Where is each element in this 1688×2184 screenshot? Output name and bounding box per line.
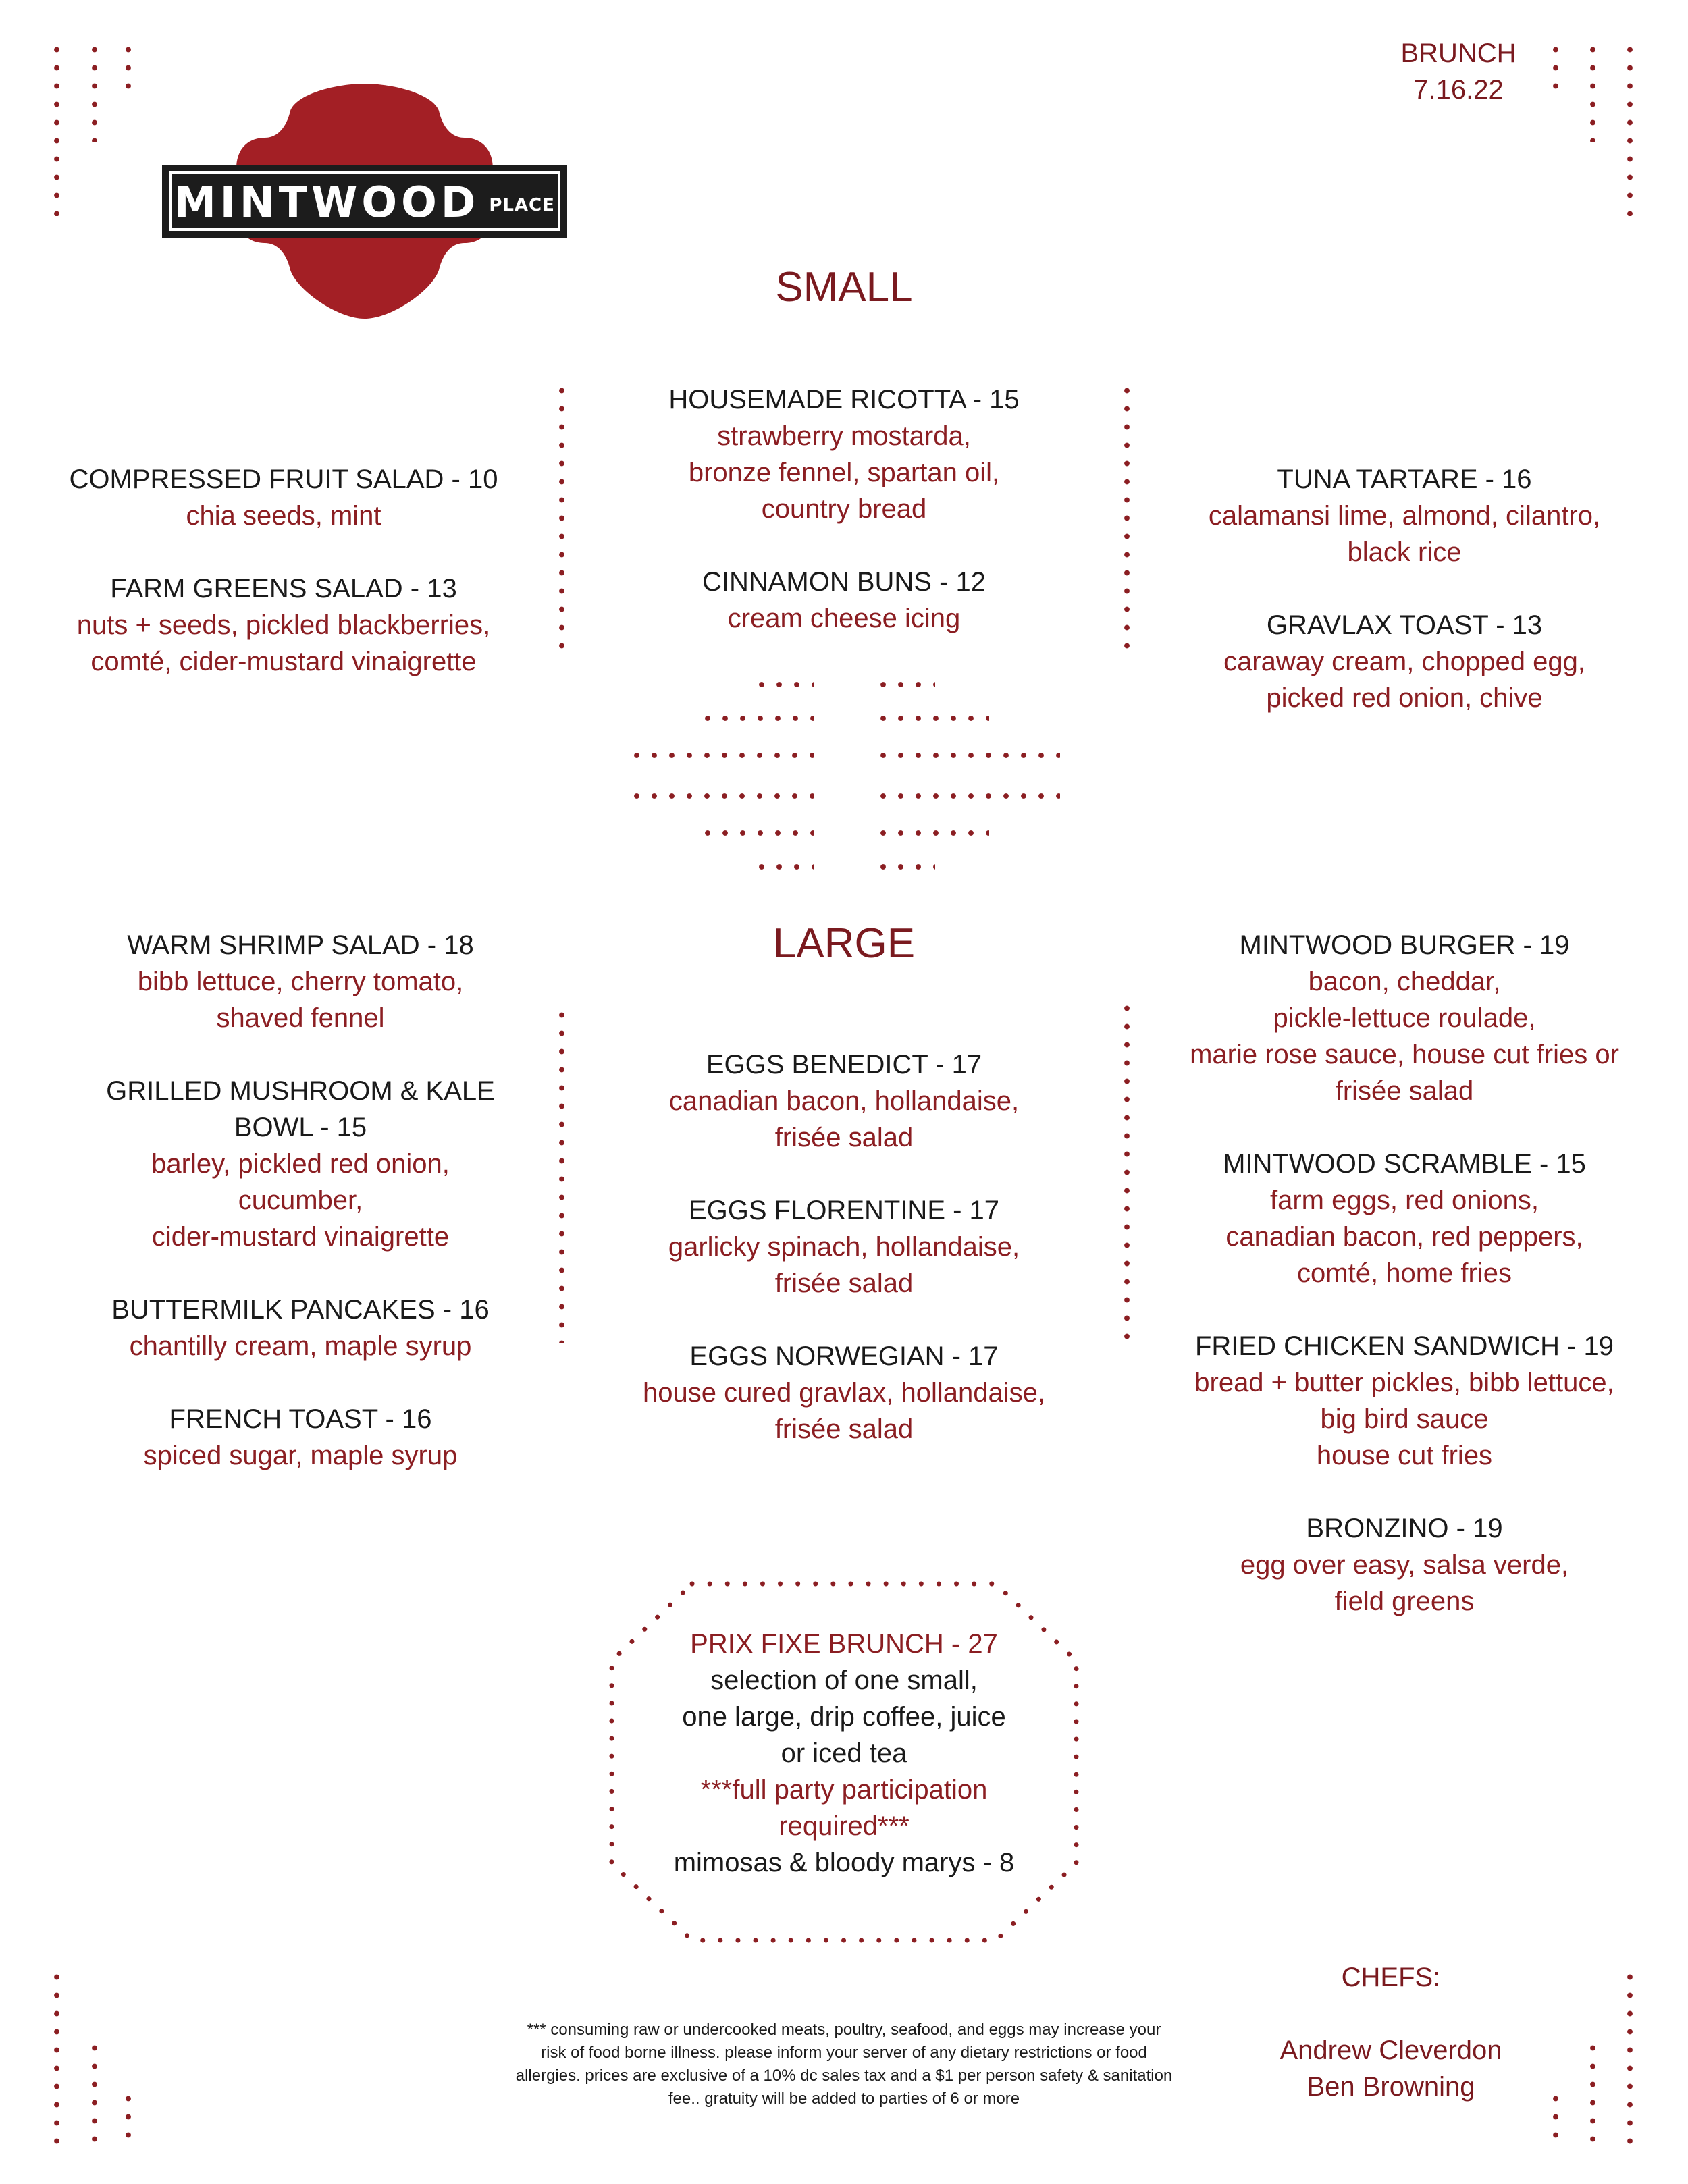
corner-dots-bl-3 <box>126 2089 131 2150</box>
logo <box>162 80 567 323</box>
item-desc: picked red onion, chive <box>1266 683 1543 713</box>
menu-item <box>587 1046 1101 1156</box>
meal-label: BRUNCH <box>1400 38 1516 68</box>
item-desc: nuts + seeds, pickled blackberries, <box>76 610 491 640</box>
item-name: BUTTERMILK PANCAKES - 16 <box>111 1295 490 1325</box>
small-divider-left <box>559 381 564 651</box>
item-desc: canadian bacon, hollandaise, <box>668 1086 1020 1116</box>
item-desc: chantilly cream, maple syrup <box>129 1331 472 1361</box>
item-desc: cider-mustard vinaigrette <box>151 1222 450 1252</box>
item-desc: bacon, cheddar, <box>1308 967 1501 996</box>
corner-dots-tr-1 <box>1553 41 1558 95</box>
item-desc: field greens <box>1334 1587 1475 1616</box>
item-desc: comté, home fries <box>1297 1258 1512 1288</box>
ornament-row <box>874 864 935 870</box>
item-desc: calamansi lime, almond, cilantro, <box>1208 501 1601 531</box>
menu-item <box>1161 607 1647 716</box>
small-section-title: SMALL <box>775 264 913 311</box>
item-desc: country bread <box>761 494 927 524</box>
item-name: HOUSEMADE RICOTTA - 15 <box>668 385 1020 415</box>
menu-item <box>41 1401 560 1474</box>
item-name: MINTWOOD SCRAMBLE - 15 <box>1223 1149 1586 1179</box>
menu-item <box>41 461 527 534</box>
small-right-column <box>1161 461 1647 716</box>
large-left-column <box>41 927 560 1474</box>
disclaimer-line: *** consuming raw or undercooked meats, poultry, seafood, and eggs may increase your <box>527 2021 1161 2039</box>
prix-fixe-line: or iced tea <box>781 1738 907 1768</box>
item-name: EGGS FLORENTINE - 17 <box>688 1196 1000 1225</box>
item-desc: egg over easy, salsa verde, <box>1240 1550 1569 1580</box>
item-name: FARM GREENS SALAD - 13 <box>110 574 457 604</box>
corner-dots-tl-3 <box>126 41 131 95</box>
menu-item <box>587 1338 1101 1447</box>
small-center-column <box>587 381 1101 637</box>
disclaimer-line: risk of food borne illness. please inform your server of any dietary restrictions or food <box>541 2044 1147 2062</box>
corner-dots-tl-1 <box>54 41 59 216</box>
ornament-row <box>874 716 989 721</box>
ornament-row <box>628 793 814 799</box>
item-desc: canadian bacon, red peppers, <box>1225 1222 1583 1252</box>
large-right-column <box>1155 927 1654 1620</box>
menu-item <box>1155 1510 1654 1620</box>
item-desc: big bird sauce <box>1320 1404 1489 1434</box>
chef-name: Andrew Cleverdon <box>1280 2035 1502 2065</box>
chefs-label: CHEFS: <box>1341 1963 1441 1992</box>
logo-sub-text: PLACE <box>489 195 555 215</box>
menu-item <box>1161 461 1647 570</box>
item-desc: frisée salad <box>1335 1076 1474 1106</box>
menu-date: 7.16.22 <box>1413 75 1504 105</box>
ornament-row <box>628 753 814 758</box>
corner-dots-bl-1 <box>54 1968 59 2150</box>
corner-dots-br-3 <box>1627 1968 1633 2150</box>
ornament-row <box>753 864 814 870</box>
prix-fixe-drinks: mimosas & bloody marys - 8 <box>673 1848 1015 1877</box>
item-desc: strawberry mostarda, <box>717 421 971 451</box>
item-name: GRAVLAX TOAST - 13 <box>1266 610 1543 640</box>
item-desc: bibb lettuce, cherry tomato, <box>137 967 464 996</box>
corner-dots-tr-3 <box>1627 41 1633 216</box>
item-desc: garlicky spinach, hollandaise, <box>668 1232 1020 1262</box>
ornament-row <box>874 793 1060 799</box>
ornament-row <box>874 682 935 687</box>
menu-item <box>587 564 1101 637</box>
item-desc: caraway cream, chopped egg, <box>1223 647 1585 676</box>
menu-item <box>1155 927 1654 1109</box>
item-desc: cucumber, <box>238 1186 363 1215</box>
menu-item <box>587 1192 1101 1302</box>
item-desc: shaved fennel <box>216 1003 385 1033</box>
item-name: FRIED CHICKEN SANDWICH - 19 <box>1194 1331 1614 1361</box>
ornament-row <box>874 830 989 836</box>
menu-item <box>1155 1146 1654 1291</box>
large-center-column <box>587 1046 1101 1447</box>
item-desc: marie rose sauce, house cut fries or <box>1190 1040 1619 1069</box>
menu-item <box>41 1073 560 1255</box>
large-section-title: LARGE <box>772 920 916 967</box>
prix-fixe-note: required*** <box>779 1811 909 1841</box>
item-name: TUNA TARTARE - 16 <box>1277 464 1532 494</box>
item-desc: frisée salad <box>774 1414 914 1444</box>
chefs-list <box>1256 2032 1526 2105</box>
menu-item <box>41 570 527 680</box>
item-desc: bread + butter pickles, bibb lettuce, <box>1194 1368 1614 1397</box>
prix-fixe-line: one large, drip coffee, juice <box>682 1702 1006 1732</box>
item-desc: house cured gravlax, hollandaise, <box>643 1378 1045 1408</box>
disclaimer-line: allergies. prices are exclusive of a 10% dc sales tax and a $1 per person safety & sanitation <box>515 2067 1173 2085</box>
corner-dots-br-1 <box>1553 2089 1558 2150</box>
item-desc: chia seeds, mint <box>186 501 381 531</box>
item-desc: bronze fennel, spartan oil, <box>688 458 1000 487</box>
corner-dots-tl-2 <box>92 41 97 142</box>
disclaimer <box>459 2019 1229 2110</box>
item-desc: frisée salad <box>774 1123 914 1152</box>
item-name: COMPRESSED FRUIT SALAD - 10 <box>69 464 498 494</box>
prix-fixe-box <box>608 1626 1080 1881</box>
item-name: BRONZINO - 19 <box>1306 1514 1503 1543</box>
item-name: GRILLED MUSHROOM & KALE <box>106 1076 495 1106</box>
item-desc: frisée salad <box>774 1269 914 1298</box>
item-desc: house cut fries <box>1316 1441 1493 1470</box>
prix-fixe-line: selection of one small, <box>710 1666 978 1695</box>
item-desc: comté, cider-mustard vinaigrette <box>90 647 477 676</box>
menu-item <box>41 1291 560 1364</box>
ornament-row <box>753 682 814 687</box>
menu-header <box>1391 35 1526 108</box>
item-name: FRENCH TOAST - 16 <box>169 1404 432 1434</box>
small-divider-right <box>1124 381 1130 651</box>
item-desc: pickle-lettuce roulade, <box>1273 1003 1536 1033</box>
item-desc: cream cheese icing <box>727 604 961 633</box>
corner-dots-br-2 <box>1590 2039 1595 2150</box>
prix-fixe-note: ***full party participation <box>700 1775 988 1805</box>
item-desc: barley, pickled red onion, <box>151 1149 450 1179</box>
item-desc: black rice <box>1347 537 1462 567</box>
ornament-row <box>699 830 814 836</box>
item-desc: farm eggs, red onions, <box>1270 1186 1539 1215</box>
disclaimer-line: fee.. gratuity will be added to parties of 6 or more <box>668 2089 1020 2108</box>
item-name: EGGS BENEDICT - 17 <box>706 1050 982 1080</box>
prix-fixe-title: PRIX FIXE BRUNCH - 27 <box>690 1629 998 1659</box>
small-left-column <box>41 461 527 680</box>
item-name: EGGS NORWEGIAN - 17 <box>689 1341 999 1371</box>
item-name: MINTWOOD BURGER - 19 <box>1239 930 1570 960</box>
menu-item <box>1155 1328 1654 1474</box>
menu-item <box>41 927 560 1036</box>
item-name: WARM SHRIMP SALAD - 18 <box>127 930 474 960</box>
logo-brand-text: MINTWOOD <box>174 177 480 227</box>
item-name: BOWL - 15 <box>234 1113 367 1142</box>
large-divider-right <box>1124 999 1130 1343</box>
item-name: CINNAMON BUNS - 12 <box>702 567 986 597</box>
menu-item <box>587 381 1101 527</box>
ornament-row <box>874 753 1060 758</box>
corner-dots-tr-2 <box>1590 41 1595 142</box>
ornament-row <box>699 716 814 721</box>
item-desc: spiced sugar, maple syrup <box>143 1441 458 1470</box>
chef-name: Ben Browning <box>1307 2072 1475 2102</box>
corner-dots-bl-2 <box>92 2039 97 2150</box>
